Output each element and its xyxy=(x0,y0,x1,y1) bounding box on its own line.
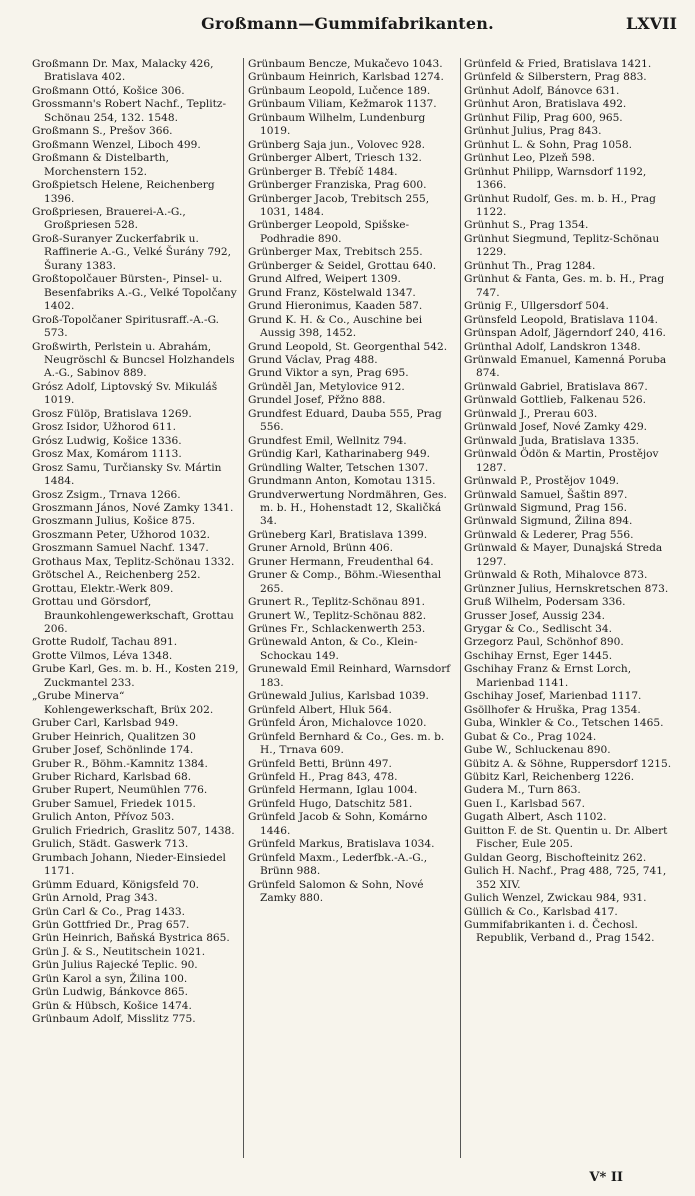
directory-entry: Grün J. & S., Neutitschein 1021. xyxy=(32,945,206,958)
directory-entry: Grünfeld Maxm., Lederfbk.-A.-G., Brünn 988. xyxy=(248,851,428,878)
directory-entry: Guldan Georg, Bischofteinitz 262. xyxy=(464,851,647,864)
directory-entry: Grünthal Adolf, Landskron 1348. xyxy=(464,340,641,353)
directory-entry: Gübitz Karl, Reichenberg 1226. xyxy=(464,771,635,784)
directory-entry: Grund Viktor a syn, Prag 695. xyxy=(248,367,409,380)
directory-entry: Grünfeld Jacob & Sohn, Komárno 1446. xyxy=(248,811,428,837)
directory-entry: Gruber Josef, Schönlinde 174. xyxy=(32,744,194,757)
directory-entry: Grosz Max, Komárom 1113. xyxy=(32,448,182,461)
directory-entry: Grosz Isidor, Užhorod 611. xyxy=(32,421,176,434)
directory-entry: Gruner Arnold, Brünn 406. xyxy=(248,542,393,555)
directory-entry: Grünfeld Hugo, Datschitz 581. xyxy=(248,797,413,810)
directory-entry: Großmann Dr. Max, Malacky 426, Bratislava 402. xyxy=(32,58,214,84)
directory-entry: Grünbaum Wilhelm, Lundenburg 1019. xyxy=(248,111,426,138)
directory-entry: Gube W., Schluckenau 890. xyxy=(464,744,611,757)
directory-entry: Großmann S., Prešov 366. xyxy=(32,125,173,138)
directory-entry: Güllich & Co., Karlsbad 417. xyxy=(464,905,618,918)
directory-entry: Grusser Josef, Aussig 234. xyxy=(464,609,606,622)
directory-entry: Grzegorz Paul, Schönhof 890. xyxy=(464,636,624,649)
directory-entry: Grünwald Josef, Nové Zamky 429. xyxy=(464,421,648,434)
directory-entry: Grünfeld Áron, Michalovce 1020. xyxy=(248,717,427,730)
directory-entry: Gudera M., Turn 863. xyxy=(464,784,581,797)
directory-entry: Grünhut Filip, Prag 600, 965. xyxy=(464,111,623,124)
directory-entry: Grünbaum Heinrich, Karlsbad 1274. xyxy=(248,71,444,84)
directory-entry: Guba, Winkler & Co., Tetschen 1465. xyxy=(464,717,664,730)
directory-entry: Grünhut Adolf, Bánovce 631. xyxy=(464,84,620,97)
directory-entry: Grünwald J., Prerau 603. xyxy=(464,407,598,420)
directory-entry: Grünwald Gabriel, Bratislava 867. xyxy=(464,380,648,393)
directory-entry: Grünfeld Salomon & Sohn, Nové Zamky 880. xyxy=(248,878,424,905)
directory-entry: Grünwald & Mayer, Dunajská Streda 1297. xyxy=(464,542,663,568)
directory-entry: Gübitz A. & Söhne, Ruppersdorf 1215. xyxy=(464,757,672,770)
directory-entry: Grünfeld Bernhard & Co., Ges. m. b. H., Trnava 609. xyxy=(248,730,445,757)
directory-entry: Grünes Fr., Schlackenwerth 253. xyxy=(248,623,426,636)
directory-entry: Grün Arnold, Prag 343. xyxy=(32,892,158,905)
directory-entry: Gschihay Ernst, Eger 1445. xyxy=(464,649,613,662)
directory-entry: Grotte Rudolf, Tachau 891. xyxy=(32,636,178,649)
directory-entry: Grünbaum Leopold, Lučence 189. xyxy=(248,84,431,97)
directory-entry: Grün & Hübsch, Košice 1474. xyxy=(32,999,192,1012)
page-header xyxy=(0,8,695,38)
directory-entry: Grygar & Co., Sedlischt 34. xyxy=(464,623,612,636)
directory-entry: Grünwald & Lederer, Prag 556. xyxy=(464,528,634,541)
directory-entry: Grund Leopold, St. Georgenthal 542. xyxy=(248,340,448,353)
directory-entry: Grünberger Max, Trebitsch 255. xyxy=(248,246,423,259)
directory-entry: Grünsfeld Leopold, Bratislava 1104. xyxy=(464,313,659,326)
directory-entry: Groß-Suranyer Zuckerfabrik u. Raffinerie A.-G., Velké Šurány 792, Šurany 1383. xyxy=(32,232,232,272)
directory-entry: Guen I., Karlsbad 567. xyxy=(464,797,585,810)
directory-entry: Großtopolčauer Bürsten-, Pinsel- u. Besenfabriks A.-G., Velké Topolčany 1402. xyxy=(32,273,237,313)
directory-entry: Grünwald Juda, Bratislava 1335. xyxy=(464,434,639,447)
directory-entry: Großpietsch Helene, Reichenberg 1396. xyxy=(32,179,215,205)
directory-entry: Grünhut Aron, Bratislava 492. xyxy=(464,98,627,111)
directory-entry: Grumbach Johann, Nieder-Einsiedel 1171. xyxy=(32,851,226,878)
column-3 xyxy=(464,58,675,1158)
directory-entry: Grünhut Leo, Plzeň 598. xyxy=(464,152,596,165)
directory-entry: Grünfeld & Fried, Bratislava 1421. xyxy=(464,58,652,70)
directory-entry: Grundfest Emil, Wellnitz 794. xyxy=(248,434,407,447)
directory-columns xyxy=(32,58,677,1158)
directory-entry: Grünwald Samuel, Šaštin 897. xyxy=(464,488,628,501)
directory-entry: Grossmann's Robert Nachf., Teplitz-Schönau 254, 132. 1548. xyxy=(32,98,227,124)
directory-entry: Grünewald Julius, Karlsbad 1039. xyxy=(248,690,429,703)
directory-entry: Grünwald P., Prostějov 1049. xyxy=(464,475,620,488)
directory-entry: Grün Heinrich, Baňská Bystrica 865. xyxy=(32,932,230,945)
directory-entry: Grünbaum Bencze, Mukačevo 1043. xyxy=(248,58,443,70)
directory-entry: Grün Julius Rajecké Teplic. 90. xyxy=(32,959,198,972)
directory-entry: Grunewald Emil Reinhard, Warnsdorf 183. xyxy=(248,663,451,689)
directory-entry: Grünhut Philipp, Warnsdorf 1192, 1366. xyxy=(464,165,647,192)
directory-entry: Grünfeld Betti, Brünn 497. xyxy=(248,757,392,770)
directory-entry: Gruber Richard, Karlsbad 68. xyxy=(32,771,192,784)
directory-entry: Gruber Heinrich, Qualitzen 30 xyxy=(32,730,196,743)
directory-entry: Gruß Wilhelm, Podersam 336. xyxy=(464,596,626,609)
directory-entry: Grüneberg Karl, Bratislava 1399. xyxy=(248,528,428,541)
directory-entry: Grünwald Sigmund, Prag 156. xyxy=(464,501,627,514)
directory-entry: Grünfeld Hermann, Iglau 1004. xyxy=(248,784,418,797)
directory-entry: Grünig F., Ullgersdorf 504. xyxy=(464,300,609,313)
directory-entry: Gruber Rupert, Neumühlen 776. xyxy=(32,784,208,797)
directory-entry: Grulich Anton, Přívoz 503. xyxy=(32,811,175,824)
directory-entry: Grünhut & Fanta, Ges. m. b. H., Prag 747. xyxy=(464,273,665,299)
directory-entry: Grünwald Emanuel, Kamenná Poruba 874. xyxy=(464,353,667,380)
directory-entry: Gründling Walter, Tetschen 1307. xyxy=(248,461,429,474)
directory-entry: Gulich H. Nachf., Prag 488, 725, 741, 352 XIV. xyxy=(464,865,667,891)
directory-entry: Groszmann Samuel Nachf. 1347. xyxy=(32,542,209,555)
directory-entry: Grottau und Görsdorf, Braunkohlengewerkschaft, Grottau 206. xyxy=(32,596,234,636)
directory-entry: Grund K. H. & Co., Auschine bei Aussig 398, 1452. xyxy=(248,313,423,340)
running-title: Großmann—Gummifabrikanten. xyxy=(201,14,494,33)
column-2 xyxy=(248,58,458,1158)
directory-entry: Grün Karol a syn, Žilina 100. xyxy=(32,972,188,985)
directory-entry: Grünbaum Adolf, Misslitz 775. xyxy=(32,1013,196,1026)
directory-entry: Grósz Adolf, Liptovský Sv. Mikuláš 1019. xyxy=(32,380,218,407)
directory-entry: Grund Hieronimus, Kaaden 587. xyxy=(248,300,423,313)
signature-mark: V* II xyxy=(589,1170,623,1185)
directory-entry: Grün Gottfried Dr., Prag 657. xyxy=(32,919,190,931)
directory-entry: Guitton F. de St. Quentin u. Dr. Albert Fischer, Eule 205. xyxy=(464,824,668,851)
directory-entry: Grothaus Max, Teplitz-Schönau 1332. xyxy=(32,555,235,568)
directory-entry: Grünwald Sigmund, Žilina 894. xyxy=(464,515,633,528)
directory-entry: Grund Franz, Köstelwald 1347. xyxy=(248,286,416,299)
directory-entry: Grünberger Albert, Triesch 132. xyxy=(248,152,422,165)
directory-entry: Gschihay Josef, Marienbad 1117. xyxy=(464,690,642,703)
directory-entry: Grundmann Anton, Komotau 1315. xyxy=(248,475,436,488)
directory-entry: Grünfeld H., Prag 843, 478. xyxy=(248,771,398,784)
directory-entry: Grün Ludwig, Bánkovce 865. xyxy=(32,986,189,999)
directory-entry: Grünberg Saja jun., Volovec 928. xyxy=(248,138,425,151)
directory-entry: Grundfest Eduard, Dauba 555, Prag 556. xyxy=(248,407,442,434)
directory-entry: Gründěl Jan, Metylovice 912. xyxy=(248,380,405,393)
directory-entry: Grünhut S., Prag 1354. xyxy=(464,219,589,232)
directory-entry: Grulich, Städt. Gaswerk 713. xyxy=(32,838,189,851)
directory-entry: Grünwald Gottlieb, Falkenau 526. xyxy=(464,394,646,407)
directory-entry: Gugath Albert, Asch 1102. xyxy=(464,811,607,824)
directory-entry: Grünhut Siegmund, Teplitz-Schönau 1229. xyxy=(464,232,660,259)
directory-entry: Gruber Samuel, Friedek 1015. xyxy=(32,797,196,810)
directory-entry: Grünfeld Albert, Hluk 564. xyxy=(248,703,392,716)
directory-entry: Grube Karl, Ges. m. b. H., Kosten 219, Zuckmantel 233. xyxy=(32,663,239,689)
directory-entry: Grundel Josef, Přžno 888. xyxy=(248,394,386,407)
directory-entry: Grün Carl & Co., Prag 1433. xyxy=(32,905,185,918)
directory-entry: Grünwald & Roth, Mihalovce 873. xyxy=(464,569,648,582)
directory-entry: Grosz Samu, Turčiansky Sv. Mártin 1484. xyxy=(32,461,222,488)
directory-entry: Grünbaum Viliam, Kežmarok 1137. xyxy=(248,98,437,111)
directory-entry: Grünwald Ödön & Martin, Prostějov 1287. xyxy=(464,448,659,474)
directory-entry: Grünberger Franziska, Prag 600. xyxy=(248,179,427,192)
directory-entry: Gubat & Co., Prag 1024. xyxy=(464,730,597,743)
directory-entry: Grulich Friedrich, Graslitz 507, 1438. xyxy=(32,824,235,837)
directory-entry: Großmann & Distelbarth, Morchenstern 152. xyxy=(32,152,169,178)
directory-entry: Grünhut Julius, Prag 843. xyxy=(464,125,602,138)
column-divider xyxy=(460,58,461,1158)
directory-entry: Gulich Wenzel, Zwickau 984, 931. xyxy=(464,892,647,905)
directory-entry: Grünberger Leopold, Spišske-Podhradie 890. xyxy=(248,219,410,245)
directory-entry: Gschihay Franz & Ernst Lorch, Marienbad 1141. xyxy=(464,663,632,689)
directory-entry: Grünhut Rudolf, Ges. m. b. H., Prag 1122. xyxy=(464,192,656,218)
directory-entry: Grósz Ludwig, Košice 1336. xyxy=(32,434,182,447)
directory-entry: Grottau, Elektr.-Werk 809. xyxy=(32,582,174,595)
directory-entry: Grotte Vilmos, Léva 1348. xyxy=(32,649,173,662)
directory-entry: Groß-Topolčaner Spiritusraff.-A.-G. 573. xyxy=(32,313,220,340)
directory-entry: Groszmann Peter, Užhorod 1032. xyxy=(32,528,211,541)
directory-entry: Grünberger B. Třebíč 1484. xyxy=(248,165,398,178)
directory-entry: Grünzner Julius, Hernskretschen 873. xyxy=(464,582,669,595)
directory-entry: Grünhut Th., Prag 1284. xyxy=(464,259,596,272)
directory-entry: Großpriesen, Brauerei-A.-G., Großpriesen 528. xyxy=(32,205,186,232)
directory-entry: Gründig Karl, Katharinaberg 949. xyxy=(248,448,430,461)
directory-entry: Grötschel A., Reichenberg 252. xyxy=(32,569,201,582)
directory-entry: Gruber R., Böhm.-Kamnitz 1384. xyxy=(32,757,208,770)
directory-entry: Grund Alfred, Weipert 1309. xyxy=(248,273,401,286)
directory-entry: Groszmann János, Nové Zamky 1341. xyxy=(32,501,234,514)
directory-entry: Grünberger Jacob, Trebitsch 255, 1031, 1484. xyxy=(248,192,430,218)
directory-entry: Gruner Hermann, Freudenthal 64. xyxy=(248,555,434,568)
directory-entry: Grümm Eduard, Königsfeld 70. xyxy=(32,878,200,891)
directory-entry: Grundverwertung Nordmähren, Ges. m. b. H., Hohenstadt 12, Skaličká 34. xyxy=(248,488,447,528)
directory-entry: Grünberger & Seidel, Grottau 640. xyxy=(248,259,437,272)
directory-entry: Gruner & Comp., Böhm.-Wiesenthal 265. xyxy=(248,569,442,595)
directory-entry: Grunert R., Teplitz-Schönau 891. xyxy=(248,596,426,609)
directory-entry: Grünspan Adolf, Jägerndorf 240, 416. xyxy=(464,327,666,340)
directory-entry: Grosz Zsigm., Trnava 1266. xyxy=(32,488,181,501)
directory-entry: Grünfeld & Silberstern, Prag 883. xyxy=(464,71,647,84)
directory-entry: Grünfeld Markus, Bratislava 1034. xyxy=(248,838,435,851)
directory-entry: Großmann Ottó, Košice 306. xyxy=(32,84,185,97)
directory-entry: Grund Václav, Prag 488. xyxy=(248,353,378,366)
page-number: LXVII xyxy=(625,14,677,33)
directory-entry: Großmann Wenzel, Liboch 499. xyxy=(32,138,201,151)
directory-entry: Grünewald Anton, & Co., Klein-Schockau 149. xyxy=(248,636,418,662)
directory-entry: Gruber Carl, Karlsbad 949. xyxy=(32,717,179,730)
directory-entry: Grünhut L. & Sohn, Prag 1058. xyxy=(464,138,633,151)
directory-entry: Gummifabrikanten i. d. Čechosl. Republik, Verband d., Prag 1542. xyxy=(464,919,655,945)
directory-entry: Grosz Fülöp, Bratislava 1269. xyxy=(32,407,192,420)
directory-entry: Grunert W., Teplitz-Schönau 882. xyxy=(248,609,427,622)
directory-entry: Groszmann Julius, Košice 875. xyxy=(32,515,196,528)
directory-entry: Gsöllhofer & Hruška, Prag 1354. xyxy=(464,703,641,716)
directory-entry: Großwirth, Perlstein u. Abrahám, Neugröschl & Buncsel Holzhandels A.-G., Sabinov 889. xyxy=(32,340,235,380)
directory-entry: „Grube Minerva“ Kohlengewerkschaft, Brüx 202. xyxy=(32,690,214,716)
column-divider xyxy=(243,58,244,1158)
column-1 xyxy=(32,58,239,1158)
